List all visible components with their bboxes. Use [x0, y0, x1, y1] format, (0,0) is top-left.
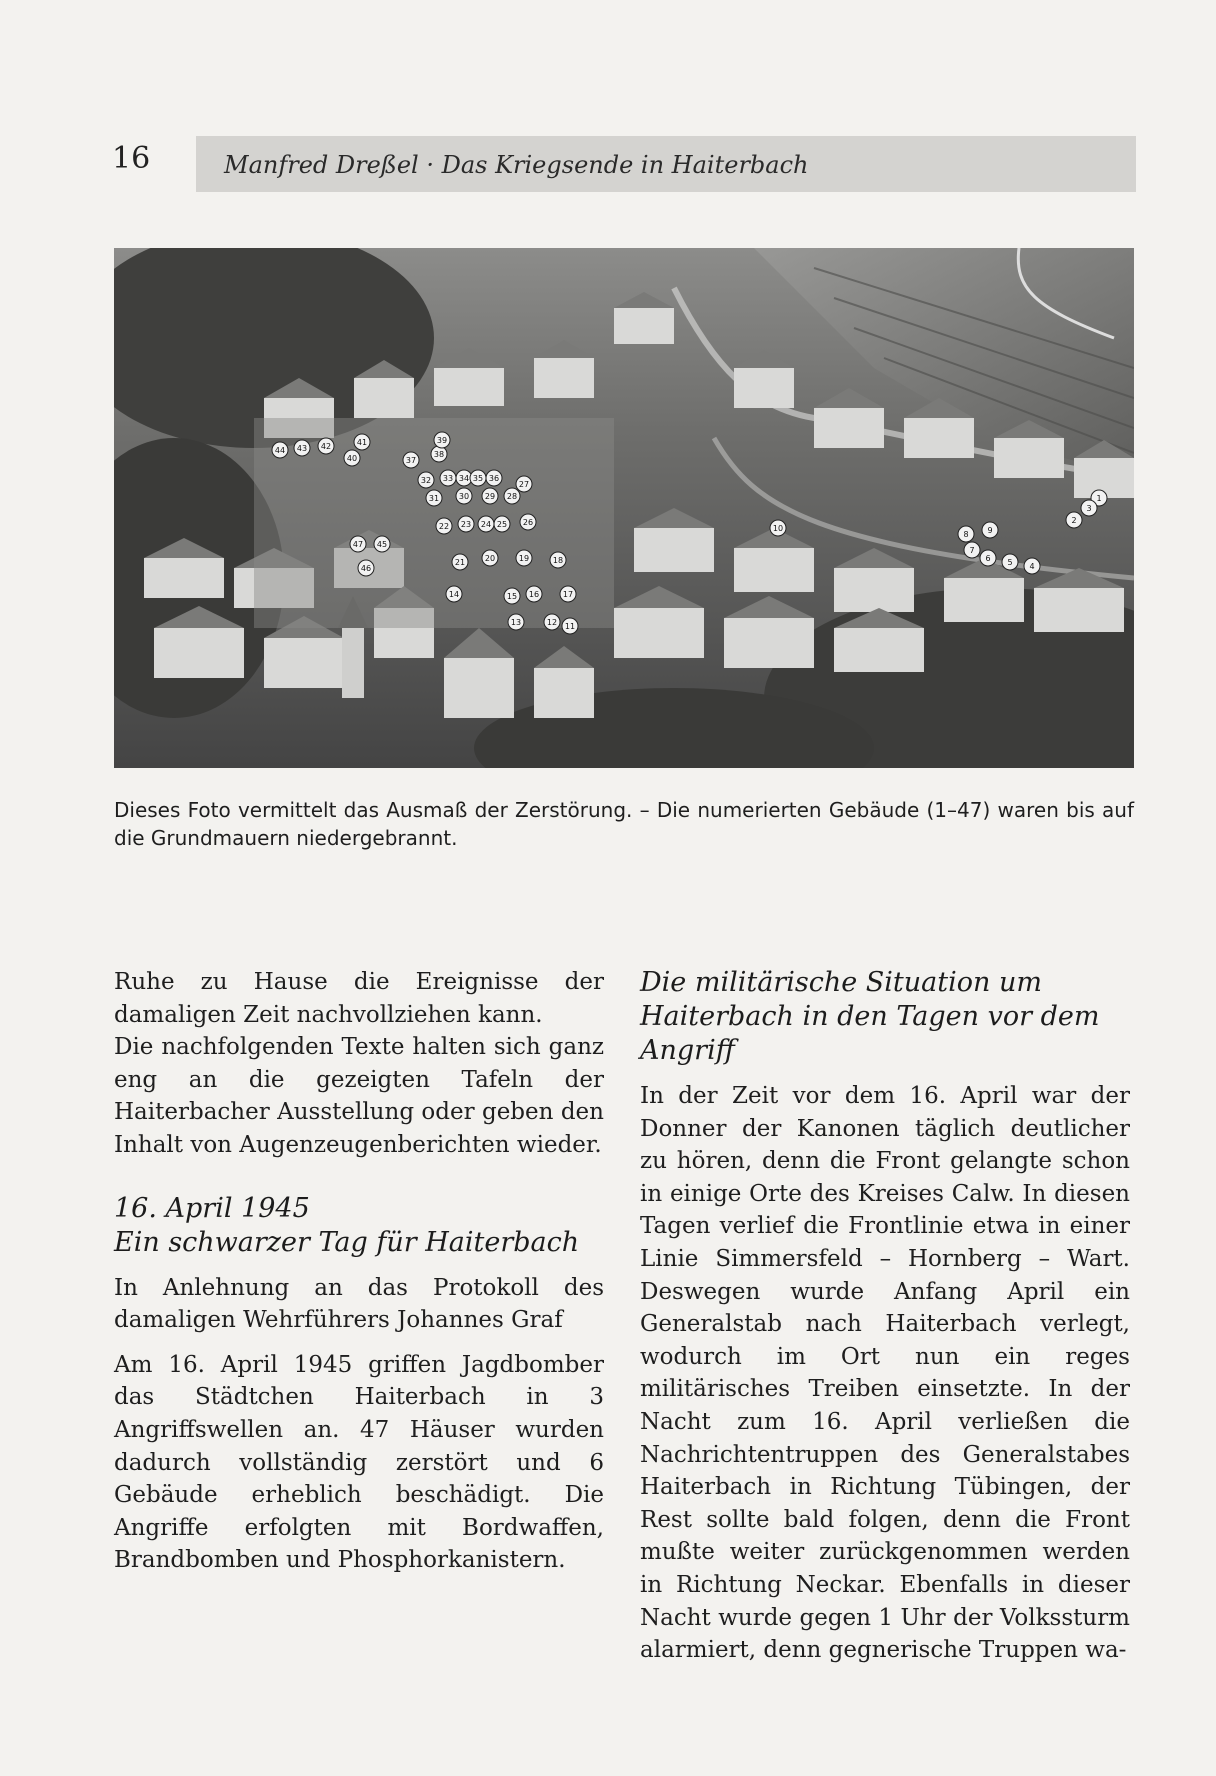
- building-number-label: 40: [346, 454, 358, 463]
- building-number-label: 29: [484, 492, 496, 501]
- building-number-label: 23: [460, 520, 472, 529]
- building-number-label: 21: [454, 558, 466, 567]
- building-number-label: 34: [458, 474, 470, 483]
- building-number-label: 1: [1096, 494, 1102, 503]
- building-number-label: 16: [528, 590, 540, 599]
- right-column: [640, 966, 1130, 1667]
- page-number: 16: [112, 141, 151, 176]
- building-number-label: 39: [436, 436, 448, 445]
- building-number-label: 19: [518, 554, 530, 563]
- building-number-label: 4: [1029, 562, 1035, 571]
- section-heading-military: Die militärische Situation um Haiterbach in den Tagen vor dem Angriff: [640, 967, 1100, 1066]
- building-number-label: 25: [496, 520, 508, 529]
- section-subheading: In Anlehnung an das Protokoll des damaligen Wehrführers Johannes Graf: [114, 1274, 604, 1334]
- building-number-label: 13: [510, 618, 522, 627]
- building-number-label: 2: [1071, 516, 1077, 525]
- intro-paragraph-2: Die nachfolgenden Texte halten sich ganz eng an die gezeigten Tafeln der Haiterbacher Ausstellung oder geben den Inhalt von Augenzeugenberichten wieder.: [114, 1034, 604, 1158]
- section-heading-date: 16. April 1945: [114, 1192, 310, 1224]
- figure-caption: Dieses Foto vermittelt das Ausmaß der Zerstörung. – Die numerierten Gebäude (1–47) waren bis auf die Grundmauern niedergebrannt.: [114, 798, 1134, 850]
- building-number-label: 30: [458, 492, 470, 501]
- building-number-label: 36: [488, 474, 500, 483]
- building-number-label: 11: [564, 622, 576, 631]
- building-number-label: 18: [552, 556, 564, 565]
- building-number-label: 14: [448, 590, 460, 599]
- building-number-label: 42: [320, 442, 332, 451]
- aerial-photo-drawing: [114, 248, 1134, 768]
- building-number-label: 9: [987, 526, 993, 535]
- building-number-label: 44: [274, 446, 286, 455]
- left-column: [114, 966, 604, 1577]
- building-number-label: 22: [438, 522, 450, 531]
- building-number-label: 41: [356, 438, 368, 447]
- building-number-label: 15: [506, 592, 518, 601]
- building-number-label: 3: [1086, 504, 1092, 513]
- section-body: Am 16. April 1945 griffen Jagdbomber das Städtchen Haiterbach in 3 Angriffswellen an. 47 Häuser wurden dadurch vollständig zerstört und 6 Gebäude erheblich beschädigt. Die Angriffe erfolgten mit Bordwaffen, Brandbomben und Phosphorkanistern.: [114, 1351, 604, 1574]
- building-number-label: 17: [562, 590, 574, 599]
- building-number-label: 37: [405, 456, 417, 465]
- building-number-label: 5: [1007, 558, 1013, 567]
- building-number-label: 12: [546, 618, 558, 627]
- building-number-label: 8: [963, 530, 969, 539]
- building-number-label: 45: [376, 540, 388, 549]
- building-number-label: 28: [506, 492, 518, 501]
- building-number-label: 7: [969, 546, 975, 555]
- military-body: In der Zeit vor dem 16. April war der Donner der Kanonen täglich deutlicher zu hören, denn die Front gelangte schon in einige Orte des Kreises Calw. In diesen Tagen verlief die Frontlinie etwa in einer Linie Simmersfeld – Hornberg – Wart. Deswegen wurde Anfang April ein Generalstab nach Haiterbach verlegt, wodurch im Ort nun ein reges militärisches Treiben einsetzte. In der Nacht zum 16. April verließen die Nachrichtentruppen des Generalstabes Haiterbach in Richtung Tübingen, der Rest sollte bald folgen, denn die Front mußte weiter zurückgenommen werden in Richtung Neckar. Ebenfalls in dieser Nacht wurde gegen 1 Uhr der Volkssturm alarmiert, denn gegnerische Truppen wa-: [640, 1083, 1130, 1664]
- building-number-label: 38: [433, 450, 445, 459]
- building-number-label: 43: [296, 444, 308, 453]
- building-number-label: 24: [480, 520, 492, 529]
- building-number-label: 31: [428, 494, 440, 503]
- building-number-label: 35: [472, 474, 484, 483]
- running-title: Manfred Dreßel · Das Kriegsende in Haiterbach: [224, 151, 809, 179]
- building-number-label: 6: [985, 554, 991, 563]
- building-number-label: 32: [420, 476, 432, 485]
- building-number-label: 26: [522, 518, 534, 527]
- building-number-label: 47: [352, 540, 364, 549]
- section-heading-title: Ein schwarzer Tag für Haiterbach: [114, 1226, 580, 1258]
- running-header: [196, 136, 1136, 192]
- building-number-label: 10: [772, 524, 784, 533]
- building-number-label: 46: [360, 564, 372, 573]
- building-number-label: 20: [484, 554, 496, 563]
- aerial-photo: [114, 248, 1134, 768]
- intro-paragraph: Ruhe zu Hause die Ereignisse der damaligen Zeit nachvollziehen kann.: [114, 969, 604, 1028]
- building-number-label: 27: [518, 480, 530, 489]
- building-number-label: 33: [442, 474, 454, 483]
